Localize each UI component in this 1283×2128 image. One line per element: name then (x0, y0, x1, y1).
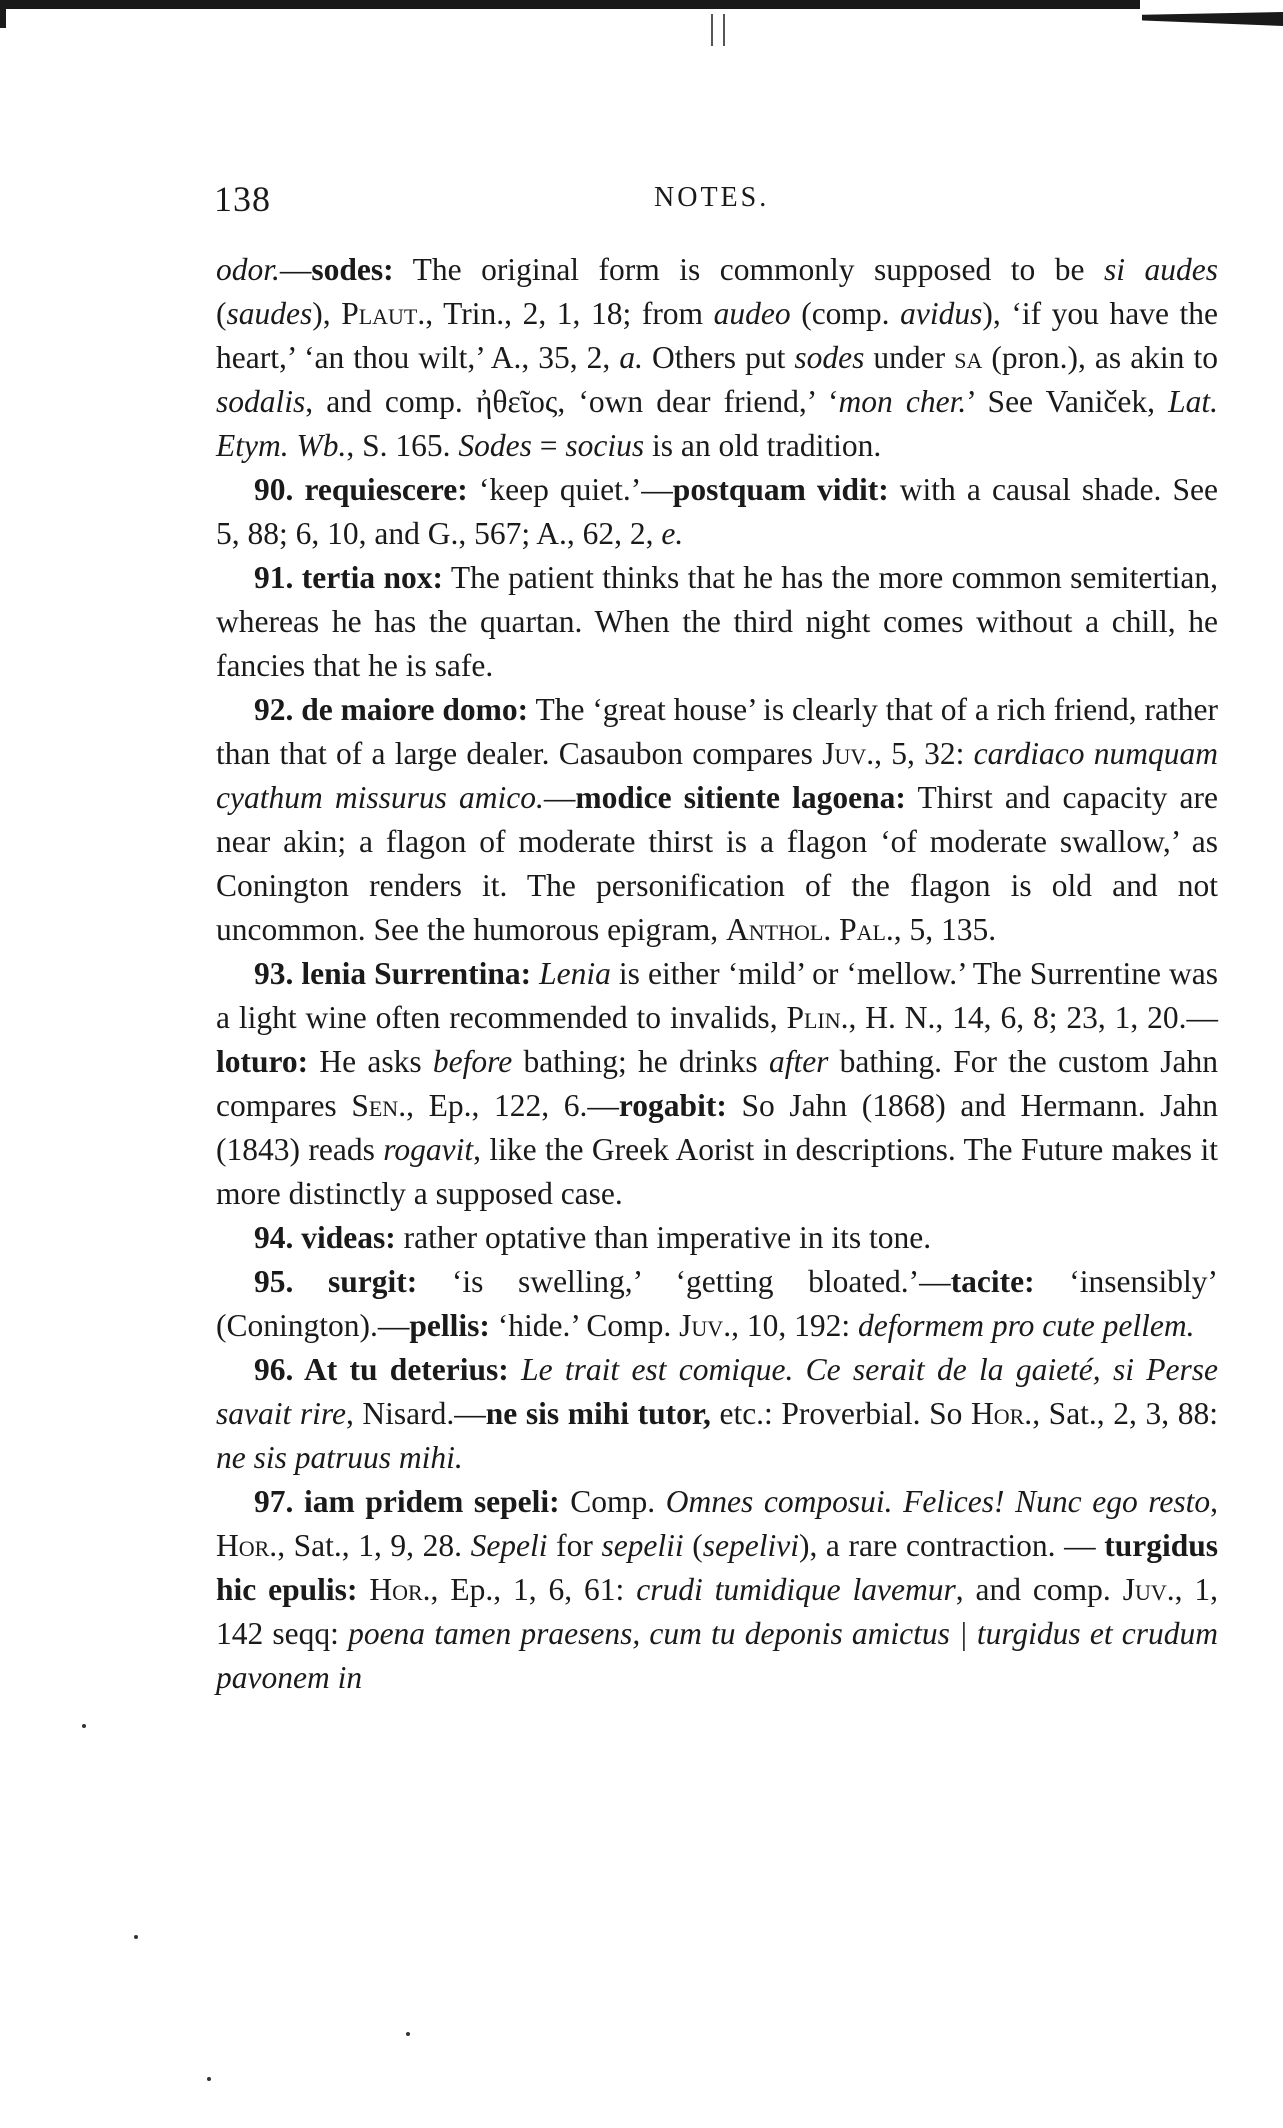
margin-speck (134, 1935, 138, 1939)
text-run: ( (683, 1528, 703, 1563)
italic-run: ne sis patruus mihi. (216, 1440, 463, 1475)
text-run: (pron.), as akin to (982, 340, 1218, 375)
text-run (531, 956, 539, 991)
text-run: , H. N., 14, 6, 8; 23, 1, 20.— (848, 1000, 1219, 1035)
text-run: , S. 165. (346, 428, 459, 463)
page-number: 138 (214, 179, 271, 219)
text-run: (comp. (790, 296, 901, 331)
italic-run: sodalis (216, 384, 306, 419)
top-border-rule (0, 0, 1140, 9)
text-run: rather optative than imperative in its tone. (395, 1220, 932, 1255)
margin-speck (406, 2032, 410, 2036)
top-border-tick (0, 0, 6, 28)
note-paragraph (216, 1348, 1218, 1480)
italic-run: si audes (1104, 252, 1218, 287)
bold-lemma: pellis: (409, 1308, 490, 1343)
text-run: = (531, 428, 566, 463)
italic-run: crudi tumidique lavemur (636, 1572, 956, 1607)
text-run: is an old tradition. (644, 428, 882, 463)
text-run: ( (216, 296, 227, 331)
text-run: ’ See Vaniček, (966, 384, 1169, 419)
running-head: NOTES. (654, 182, 770, 213)
italic-run: Sepeli (470, 1528, 548, 1563)
italic-run: odor. (216, 252, 280, 287)
text-run: bathing. For the custom Jahn compares (216, 1044, 1219, 1123)
note-paragraph (216, 1480, 1218, 1700)
bold-lemma: 91. tertia nox: (254, 560, 444, 595)
text-run: — (543, 780, 576, 815)
text-run: ‘keep quiet.’— (467, 472, 673, 507)
text-run: , Sat., 1, 9, 28. (277, 1528, 471, 1563)
text-run: , 10, 192: (731, 1308, 858, 1343)
text-run: ‘insensibly’ (Conington).— (216, 1264, 1219, 1343)
text-run (509, 1352, 521, 1387)
text-run: under (864, 340, 955, 375)
text-run: The ‘great house’ is clearly that of a rich friend, rather than that of a large dealer. Casaubon compares (216, 692, 1218, 771)
bold-lemma: 95. surgit: (254, 1264, 418, 1299)
bold-lemma: 97. iam pridem sepeli: (254, 1484, 560, 1519)
italic-run: sepelii (601, 1528, 684, 1563)
text-run: , Ep., 1, 6, 61: (430, 1572, 637, 1607)
text-run: , like the Greek Aorist in descriptions. The Future makes it more distinctly a supposed case. (216, 1132, 1218, 1211)
text-run: etc.: Proverbial. So (710, 1396, 971, 1431)
italic-run: Le trait est comique. Ce serait de la gaieté, si Perse savait rire (216, 1352, 1219, 1431)
text-run: , Sat., 2, 3, 88: (1032, 1396, 1218, 1431)
italic-run: Omnes composui. Felices! Nunc ego resto (665, 1484, 1211, 1519)
text-run: , 5, 32: (874, 736, 974, 771)
small-caps-citation: Plin. (786, 1000, 849, 1035)
bold-lemma: tacite: (950, 1264, 1035, 1299)
italic-run: audeo (713, 296, 791, 331)
text-run: , 1, 142 seqq: (216, 1572, 1219, 1651)
text-run: bathing; he drinks (512, 1044, 769, 1079)
small-caps-citation: Juv. (679, 1308, 732, 1343)
italic-run: a. (619, 340, 643, 375)
note-paragraph (216, 1260, 1218, 1348)
text-run: Comp. (559, 1484, 666, 1519)
text-run: , and comp. (955, 1572, 1123, 1607)
text-run: Others put (642, 340, 795, 375)
bold-lemma: sodes: (311, 252, 394, 287)
bold-lemma: 92. de maiore domo: (254, 692, 529, 727)
text-run: with a causal shade. See 5, 88; 6, 10, and G., 567; A., 62, 2, (216, 472, 1219, 551)
bold-lemma: postquam vidit: (672, 472, 889, 507)
text-run: ‘hide.’ Comp. (489, 1308, 680, 1343)
text-run: The original form is commonly supposed to be (393, 252, 1104, 287)
gutter-mark (711, 14, 725, 46)
text-run: for (547, 1528, 602, 1563)
italic-run: socius (565, 428, 645, 463)
page-header (214, 178, 1214, 228)
bold-lemma: ne sis mihi tutor, (485, 1396, 711, 1431)
italic-run: mon cher. (838, 384, 967, 419)
text-run: So Jahn (1868) and Hermann. Jahn (1843) reads (216, 1088, 1218, 1167)
italic-run: e. (661, 516, 684, 551)
bold-lemma: 93. lenia Surrentina: (254, 956, 532, 991)
text-run: , Nisard.— (345, 1396, 486, 1431)
small-caps-citation: Anthol. Pal. (726, 912, 894, 947)
text-run: ), (312, 296, 342, 331)
italic-run: sodes (794, 340, 865, 375)
italic-run: before (432, 1044, 513, 1079)
bold-lemma: 94. videas: (254, 1220, 396, 1255)
text-run: ‘is swelling,’ ‘getting bloated.’— (417, 1264, 951, 1299)
note-paragraph (216, 1216, 1218, 1260)
bold-lemma: loturo: (216, 1044, 309, 1079)
text-run: , Trin., 2, 1, 18; from (425, 296, 714, 331)
italic-run: Sodes (458, 428, 532, 463)
note-paragraph (216, 556, 1218, 688)
text-run: , (1210, 1484, 1219, 1519)
bold-lemma: turgidus hic epulis: (216, 1528, 1218, 1607)
text-run: ), ‘if you have the heart,’ ‘an thou wilt,’ A., 35, 2, (216, 296, 1218, 375)
text-run: , and comp. ἠθεῖος, ‘own dear friend,’ ‘ (305, 384, 839, 419)
text-run: , Ep., 122, 6.— (406, 1088, 619, 1123)
small-caps-citation: Juv. (1122, 1572, 1175, 1607)
italic-run: Lenia (539, 956, 611, 991)
small-caps-citation: Sen. (351, 1088, 407, 1123)
bold-lemma: 90. requiescere: (254, 472, 468, 507)
note-continuation (216, 248, 1218, 468)
bold-lemma: rogabit: (618, 1088, 727, 1123)
text-run: Thirst and capacity are near akin; a flagon of moderate thirst is a flagon ‘of moderate swallow,’ as Conington renders it. The personification of the flagon is old and not uncommon. See the humorous epigram, (216, 780, 1219, 947)
italic-run: deformem pro cute pellem. (857, 1308, 1195, 1343)
bold-lemma: 96. At tu deterius: (254, 1352, 509, 1387)
italic-run: Lat. Etym. Wb. (216, 384, 1218, 463)
italic-run: poena tamen praesens, cum tu deponis amictus | turgidus et crudum pavonem in (216, 1616, 1218, 1695)
notes-body (216, 248, 1218, 1700)
italic-run: sepelivi (702, 1528, 799, 1563)
top-border-wedge (1142, 12, 1283, 26)
text-run (357, 1572, 369, 1607)
note-paragraph (216, 468, 1218, 556)
italic-run: cardiaco numquam cyathum missurus amico. (216, 736, 1218, 815)
text-run: , 5, 135. (893, 912, 997, 947)
italic-run: saudes (226, 296, 313, 331)
small-caps-citation: Hor. (216, 1528, 278, 1563)
note-paragraph (216, 952, 1218, 1216)
text-run: ), a rare contraction. — (798, 1528, 1105, 1563)
italic-run: avidus (900, 296, 983, 331)
italic-run: rogavit (383, 1132, 474, 1167)
note-paragraph (216, 688, 1218, 952)
small-caps-citation: Hor. (971, 1396, 1033, 1431)
small-caps-citation: Hor. (369, 1572, 431, 1607)
small-caps-citation: Plaut. (341, 296, 426, 331)
text-run: is either ‘mild’ or ‘mellow.’ The Surrentine was a light wine often recommended to invalids, (216, 956, 1219, 1035)
margin-speck (82, 1724, 86, 1728)
bold-lemma: modice sitiente lagoena: (575, 780, 906, 815)
small-caps-citation: Juv. (822, 736, 875, 771)
text-run: He asks (308, 1044, 433, 1079)
margin-speck (207, 2077, 211, 2081)
text-run: The patient thinks that he has the more common semitertian, whereas he has the quartan. When the third night comes without a chill, he fancies that he is safe. (216, 560, 1218, 683)
small-caps-citation: sa (954, 340, 983, 375)
italic-run: after (768, 1044, 829, 1079)
text-run: — (279, 252, 312, 287)
